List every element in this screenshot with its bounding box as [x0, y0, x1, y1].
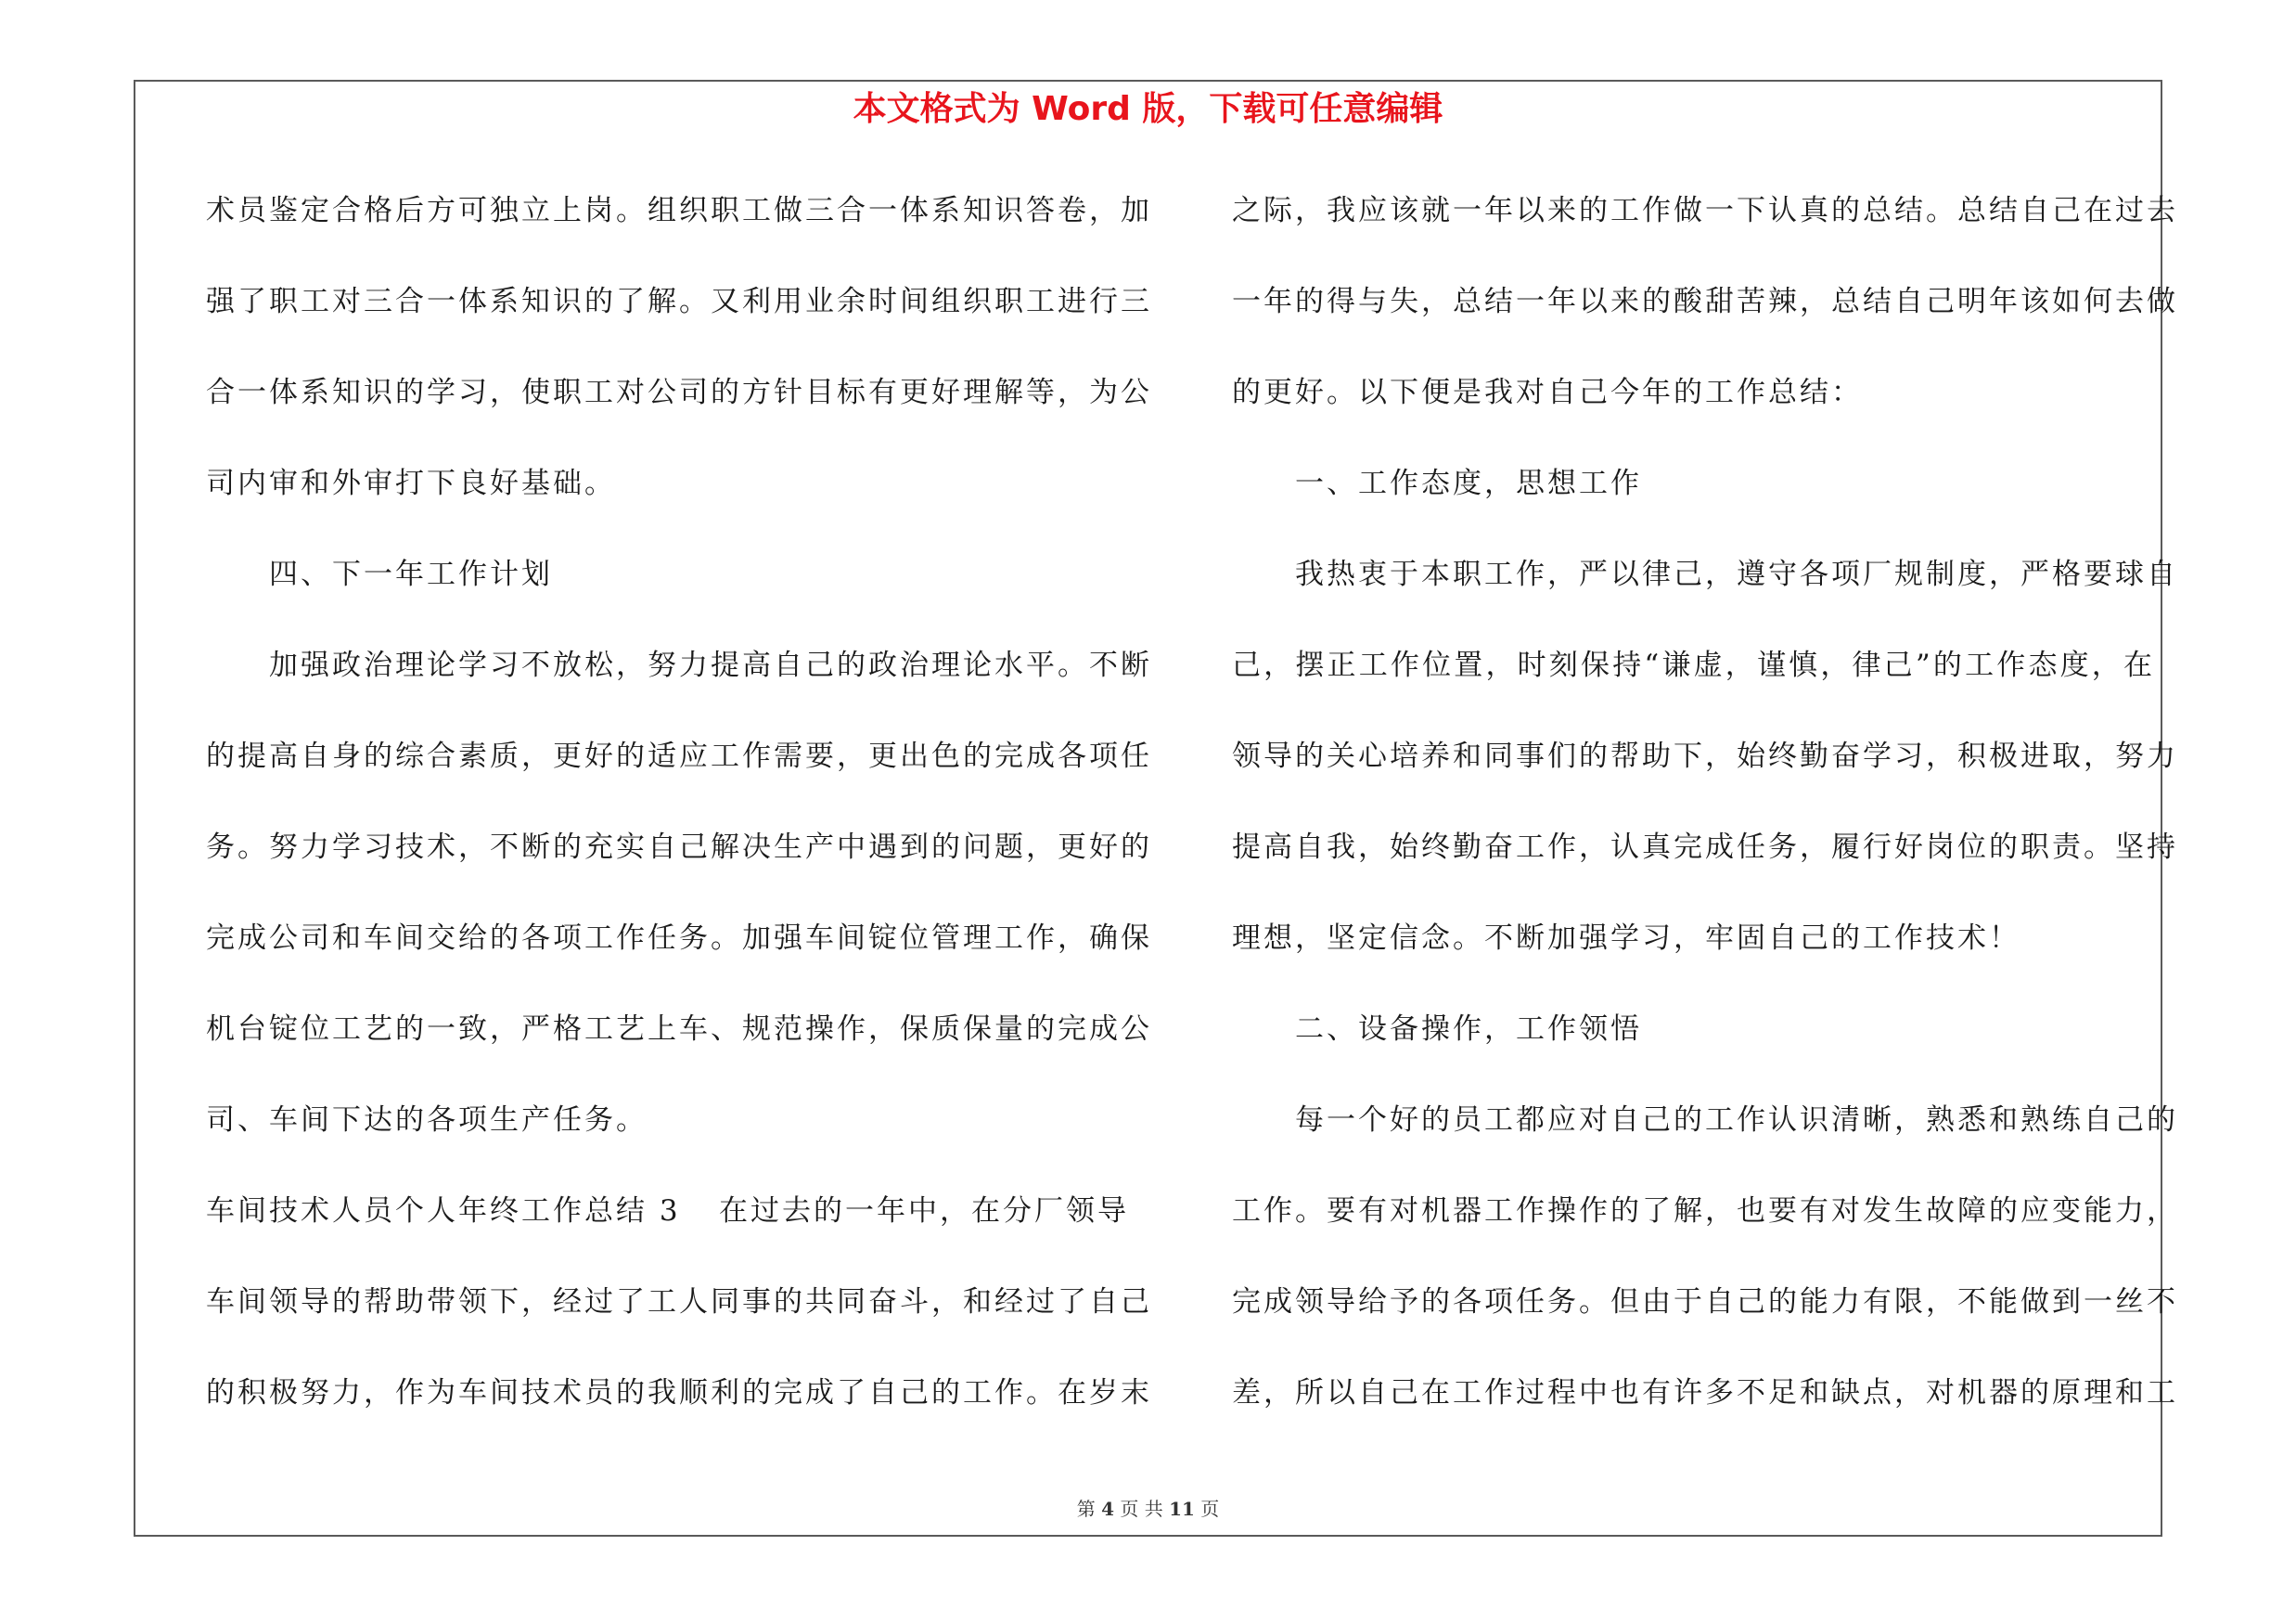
paragraph-line: 的积极努力，作为车间技术员的我顺利的完成了自己的工作。在岁末 — [206, 1376, 1152, 1410]
paragraph-line: 在过去的一年中，在分厂领导 — [719, 1194, 1129, 1228]
paragraph-line: 领导的关心培养和同事们的帮助下，始终勤奋学习，积极进取，努力 — [1232, 740, 2178, 773]
paragraph-line: 车间领导的帮助带领下，经过了工人同事的共同奋斗，和经过了自己 — [206, 1285, 1152, 1319]
paragraph-line: 术员鉴定合格后方可独立上岗。组织职工做三合一体系知识答卷，加 — [206, 194, 1152, 227]
paragraph-line: 提高自我，始终勤奋工作，认真完成任务，履行好岗位的职责。坚持 — [1232, 831, 2178, 864]
paragraph-line: 务。努力学习技术，不断的充实自己解决生产中遇到的问题，更好的 — [206, 831, 1152, 864]
paragraph-line: 己，摆正工作位置，时刻保持“谦虚，谨慎，律己”的工作态度，在 — [1232, 649, 2155, 682]
section-heading: 一、工作态度，思想工作 — [1295, 467, 1642, 500]
footer-middle: 页 共 — [1120, 1498, 1163, 1520]
paragraph-line: 完成公司和车间交给的各项工作任务。加强车间锭位管理工作，确保 — [206, 921, 1152, 955]
paragraph-line: 强了职工对三合一体系知识的了解。又利用业余时间组织职工进行三 — [206, 285, 1152, 318]
paragraph-line: 的提高自身的综合素质，更好的适应工作需要，更出色的完成各项任 — [206, 740, 1152, 773]
page-number-footer — [0, 1494, 2296, 1521]
paragraph-line: 机台锭位工艺的一致，严格工艺上车、规范操作，保质保量的完成公 — [206, 1012, 1152, 1046]
paragraph-line: 加强政治理论学习不放松，努力提高自己的政治理论水平。不断 — [269, 649, 1152, 682]
paragraph-line: 司、车间下达的各项生产任务。 — [206, 1103, 648, 1137]
current-page-number: 4 — [1101, 1498, 1114, 1520]
word-format-banner: 本文格式为 Word 版，下载可任意编辑 — [853, 90, 1443, 128]
paragraph-line: 一年的得与失，总结一年以来的酸甜苦辣，总结自己明年该如何去做 — [1232, 285, 2178, 318]
paragraph-line: 之际，我应该就一年以来的工作做一下认真的总结。总结自己在过去 — [1232, 194, 2178, 227]
paragraph-line: 完成领导给予的各项任务。但由于自己的能力有限，不能做到一丝不 — [1232, 1285, 2178, 1319]
paragraph-line: 的更好。以下便是我对自己今年的工作总结： — [1232, 376, 1863, 409]
paragraph-line: 司内审和外审打下良好基础。 — [206, 467, 616, 500]
section-heading: 四、下一年工作计划 — [269, 558, 553, 591]
section-heading: 二、设备操作，工作领悟 — [1295, 1012, 1642, 1046]
article-title: 车间技术人员个人年终工作总结 3 — [206, 1194, 681, 1228]
footer-suffix: 页 — [1200, 1498, 1220, 1520]
total-page-count: 11 — [1169, 1498, 1195, 1520]
paragraph-line: 合一体系知识的学习，使职工对公司的方针目标有更好理解等，为公 — [206, 376, 1152, 409]
footer-prefix: 第 — [1076, 1498, 1096, 1520]
paragraph-line: 工作。要有对机器工作操作的了解，也要有对发生故障的应变能力， — [1232, 1194, 2178, 1228]
paragraph-line: 每一个好的员工都应对自己的工作认识清晰，熟悉和熟练自己的 — [1295, 1103, 2178, 1137]
article-title-line — [206, 1182, 1129, 1273]
paragraph-line: 差，所以自己在工作过程中也有许多不足和缺点，对机器的原理和工 — [1232, 1376, 2178, 1410]
right-text-column — [1232, 182, 2178, 1455]
paragraph-line: 理想，坚定信念。不断加强学习，牢固自己的工作技术！ — [1232, 921, 2020, 955]
paragraph-line: 我热衷于本职工作，严以律己，遵守各项厂规制度，严格要球自 — [1295, 558, 2178, 591]
left-text-column — [206, 182, 1152, 1455]
